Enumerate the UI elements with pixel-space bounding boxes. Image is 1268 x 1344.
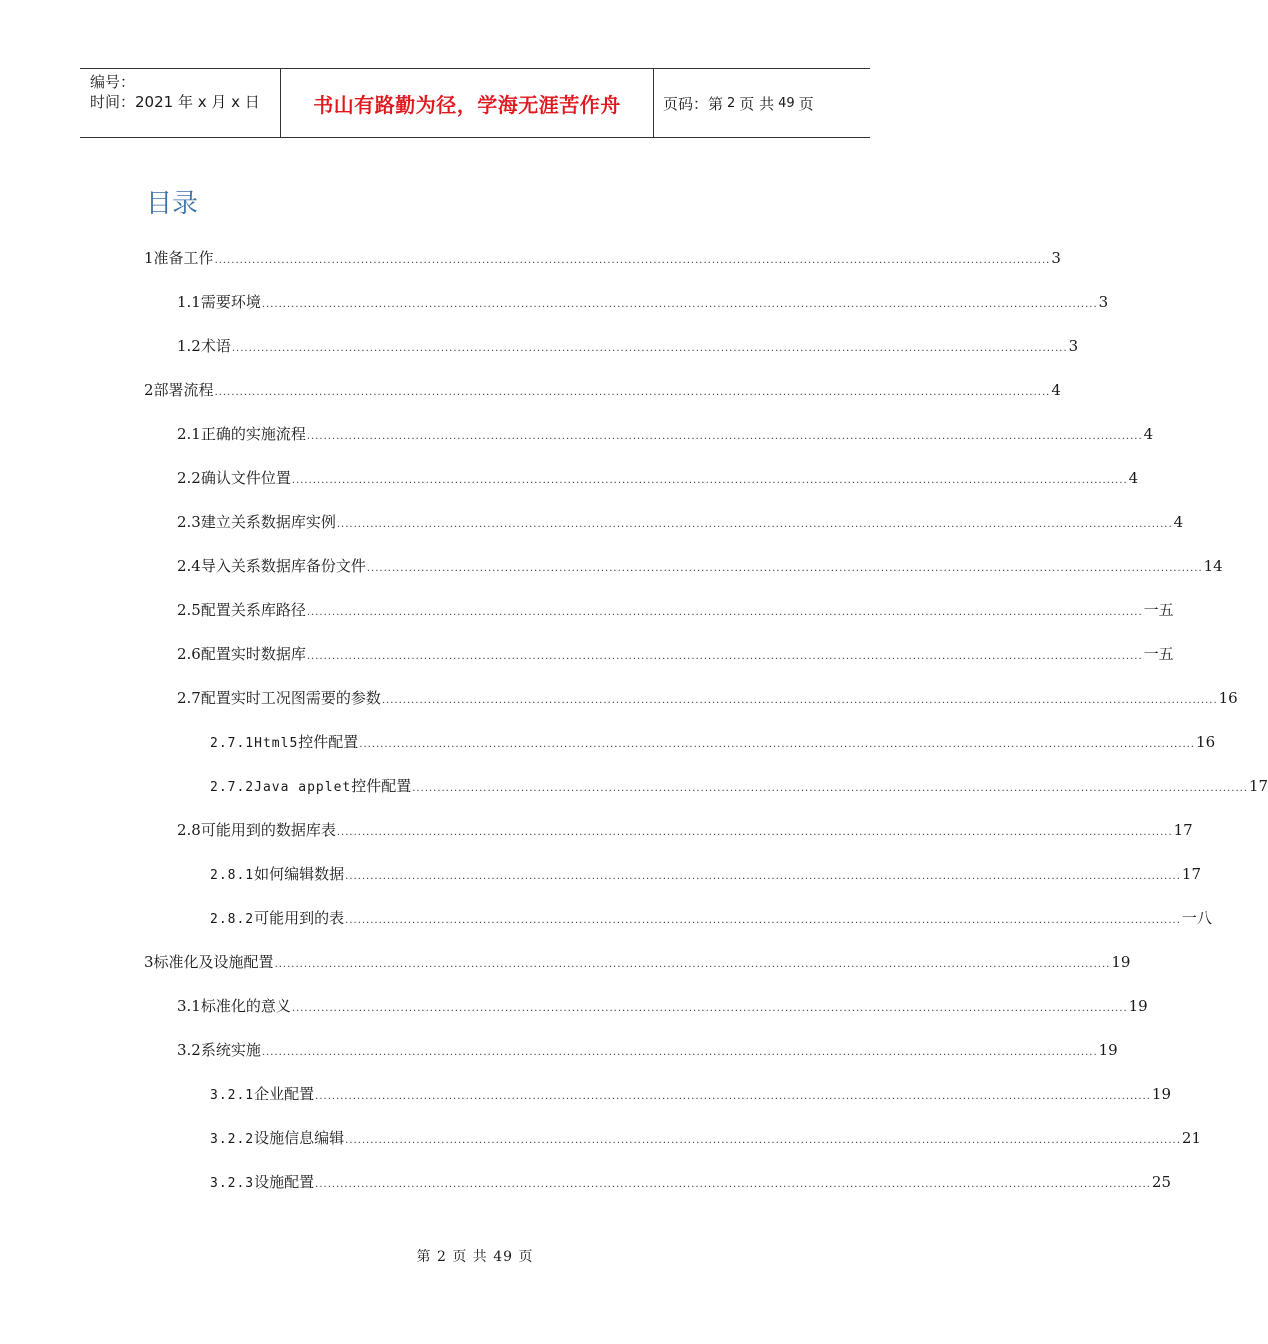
toc-entry-label bbox=[254, 1127, 344, 1148]
toc-entry[interactable] bbox=[144, 379, 1061, 401]
toc-entry-label-text: 可能用到的数据库表 bbox=[200, 821, 336, 839]
toc-leader-dots: ........................................................................................................................................................................................................ bbox=[359, 739, 1196, 750]
toc-entry-page: 4 bbox=[1128, 469, 1139, 487]
header-meta bbox=[80, 69, 281, 137]
toc-entry-label bbox=[201, 1039, 261, 1060]
toc-entry[interactable] bbox=[177, 291, 1109, 313]
footer-mid: 页 共 bbox=[452, 1249, 488, 1265]
toc-leader-dots: ........................................................................................................................................................................................................ bbox=[381, 695, 1218, 706]
toc-entry[interactable] bbox=[177, 599, 1174, 621]
toc-entry-label-text: 术语 bbox=[200, 337, 231, 355]
toc-entry-label bbox=[201, 511, 336, 532]
toc-leader-dots: ........................................................................................................................................................................................................ bbox=[306, 607, 1143, 618]
toc-leader-dots: ........................................................................................................................................................................................................ bbox=[261, 1047, 1098, 1058]
toc-entry-page: 21 bbox=[1181, 1129, 1201, 1147]
toc-leader-dots: ........................................................................................................................................................................................................ bbox=[306, 651, 1143, 662]
toc-entry-number: 3.2.3 bbox=[210, 1176, 255, 1191]
toc-entry-label bbox=[254, 1171, 314, 1192]
toc-entry-label-latin: Html5 bbox=[254, 736, 299, 751]
toc-entry[interactable] bbox=[177, 467, 1139, 489]
toc-entry[interactable] bbox=[210, 1127, 1201, 1149]
toc-entry-page: 一五 bbox=[1143, 601, 1174, 619]
toc-leader-dots: ........................................................................................................................................................................................................ bbox=[345, 871, 1181, 882]
footer-current: 2 bbox=[436, 1249, 447, 1265]
toc-entry-label-text: 正确的实施流程 bbox=[200, 425, 306, 443]
toc-entry-label-text: 设施信息编辑 bbox=[254, 1129, 345, 1147]
toc-entry-page: 16 bbox=[1196, 733, 1216, 751]
toc-entry-number: 2.7 bbox=[177, 689, 201, 707]
header-page-total: 49 bbox=[778, 95, 795, 111]
toc-entry-page: 14 bbox=[1203, 557, 1223, 575]
toc-entry[interactable] bbox=[177, 423, 1154, 445]
toc-entry-number: 1 bbox=[144, 249, 154, 267]
toc-entry-label bbox=[201, 291, 261, 312]
toc-leader-dots: ........................................................................................................................................................................................................ bbox=[315, 1091, 1151, 1102]
header-page-prefix: 页码：第 bbox=[663, 94, 724, 113]
toc-title: 目录 bbox=[146, 189, 199, 219]
toc-entry-number: 1.1 bbox=[177, 293, 201, 311]
toc-entry-number: 2.8.2 bbox=[210, 912, 255, 927]
toc-entry-label bbox=[201, 423, 306, 444]
toc-entry-label-text: 如何编辑数据 bbox=[254, 865, 345, 883]
toc-entry-label-text: 控件配置 bbox=[298, 733, 359, 751]
toc-leader-dots: ........................................................................................................................................................................................................ bbox=[274, 959, 1111, 970]
toc-entry-number: 3.2 bbox=[177, 1041, 201, 1059]
toc-leader-dots: ........................................................................................................................................................................................................ bbox=[291, 1003, 1128, 1014]
toc-entry-page: 一八 bbox=[1181, 909, 1212, 927]
toc-entry-number: 2.8.1 bbox=[210, 868, 255, 883]
toc-entry-label bbox=[154, 951, 274, 972]
toc-entry-number: 2.3 bbox=[177, 513, 201, 531]
toc-entry-label-text: 系统实施 bbox=[200, 1041, 261, 1059]
toc-entry-number: 2.7.2 bbox=[210, 780, 255, 795]
toc-entry-label-text: 设施配置 bbox=[254, 1173, 315, 1191]
toc-entry-label-text: 建立关系数据库实例 bbox=[200, 513, 336, 531]
toc-entry-number: 2.8 bbox=[177, 821, 201, 839]
toc-entry-label bbox=[254, 863, 344, 884]
toc-entry-number: 1.2 bbox=[177, 337, 201, 355]
toc-entry[interactable] bbox=[177, 687, 1238, 709]
toc-entry[interactable] bbox=[177, 555, 1223, 577]
toc-entry-number: 2.2 bbox=[177, 469, 201, 487]
toc-entry-page: 17 bbox=[1249, 777, 1268, 795]
toc-leader-dots: ........................................................................................................................................................................................................ bbox=[345, 1135, 1181, 1146]
toc-entry-label bbox=[201, 467, 291, 488]
toc-leader-dots: ........................................................................................................................................................................................................ bbox=[231, 343, 1068, 354]
toc-entry-label-text: 标准化及设施配置 bbox=[153, 953, 274, 971]
toc-leader-dots: ........................................................................................................................................................................................................ bbox=[306, 431, 1143, 442]
header-date: 时间：2021 年 x 月 x 日 bbox=[90, 93, 260, 111]
toc-leader-dots: ........................................................................................................................................................................................................ bbox=[336, 519, 1173, 530]
toc-entry-page: 19 bbox=[1128, 997, 1148, 1015]
toc-entry-page: 16 bbox=[1218, 689, 1238, 707]
header-page-mid: 页 共 bbox=[739, 94, 775, 113]
header-number-label: 编号： bbox=[90, 73, 136, 91]
toc-entry-label-text: 配置实时数据库 bbox=[200, 645, 306, 663]
toc-entry-number: 3.2.1 bbox=[210, 1088, 255, 1103]
toc-entry-number: 3.1 bbox=[177, 997, 201, 1015]
toc-entry-page: 3 bbox=[1051, 249, 1061, 267]
toc-entry-label bbox=[201, 643, 306, 664]
toc-leader-dots: ........................................................................................................................................................................................................ bbox=[261, 299, 1098, 310]
header-motto: 书山有路勤为径，学海无涯苦作舟 bbox=[281, 69, 654, 137]
toc-leader-dots: ........................................................................................................................................................................................................ bbox=[291, 475, 1128, 486]
toc-entry-label bbox=[201, 687, 381, 708]
toc-entry[interactable] bbox=[210, 863, 1201, 885]
toc-entry[interactable] bbox=[177, 819, 1193, 841]
toc-leader-dots: ........................................................................................................................................................................................................ bbox=[336, 827, 1173, 838]
toc-entry-label-text: 配置关系库路径 bbox=[200, 601, 306, 619]
toc-leader-dots: ........................................................................................................................................................................................................ bbox=[366, 563, 1203, 574]
toc-entry[interactable] bbox=[210, 731, 1216, 753]
toc-entry[interactable] bbox=[210, 907, 1212, 929]
toc-entry[interactable] bbox=[177, 643, 1174, 665]
toc-entry-number: 2 bbox=[144, 381, 154, 399]
toc-entry-label bbox=[154, 247, 214, 268]
toc-entry-label-text: 导入关系数据库备份文件 bbox=[200, 557, 366, 575]
toc-entry-label bbox=[201, 335, 231, 356]
toc-leader-dots: ........................................................................................................................................................................................................ bbox=[345, 915, 1181, 926]
footer-prefix: 第 bbox=[416, 1249, 432, 1265]
footer-total: 49 bbox=[493, 1249, 514, 1265]
toc-entry-label bbox=[254, 775, 411, 796]
toc-entry-page: 17 bbox=[1173, 821, 1193, 839]
toc-entry-label-text: 配置实时工况图需要的参数 bbox=[200, 689, 381, 707]
toc-entry[interactable] bbox=[177, 511, 1184, 533]
toc-entry[interactable] bbox=[177, 335, 1079, 357]
header-page-info bbox=[654, 69, 870, 137]
toc-entry-page: 3 bbox=[1098, 293, 1109, 311]
page-footer bbox=[0, 1246, 950, 1266]
toc-entry-label-text: 控件配置 bbox=[351, 777, 412, 795]
toc-entry-label bbox=[154, 379, 214, 400]
toc-entry-page: 17 bbox=[1181, 865, 1201, 883]
toc-entry-page: 19 bbox=[1098, 1041, 1118, 1059]
toc-entry-label bbox=[201, 995, 291, 1016]
footer-suffix: 页 bbox=[518, 1249, 534, 1265]
toc-entry-label-text: 部署流程 bbox=[153, 381, 214, 399]
header-page-current: 2 bbox=[727, 95, 736, 111]
toc-entry-page: 19 bbox=[1151, 1085, 1171, 1103]
toc-entry-label-text: 标准化的意义 bbox=[200, 997, 291, 1015]
toc-entry-label-text: 准备工作 bbox=[153, 249, 214, 267]
toc-entry-number: 2.4 bbox=[177, 557, 201, 575]
toc-entry-label-latin: Java applet bbox=[254, 780, 352, 795]
toc-entry-label-text: 企业配置 bbox=[254, 1085, 315, 1103]
toc-entry-label bbox=[201, 819, 336, 840]
toc-entry-number: 2.1 bbox=[177, 425, 201, 443]
toc-entry-number: 2.6 bbox=[177, 645, 201, 663]
toc-entry[interactable] bbox=[210, 1171, 1171, 1193]
toc-entry-number: 3 bbox=[144, 953, 154, 971]
toc-entry-label-text: 确认文件位置 bbox=[200, 469, 291, 487]
toc-entry-label bbox=[254, 731, 358, 752]
toc-entry[interactable] bbox=[210, 1083, 1171, 1105]
toc-entry[interactable] bbox=[177, 1039, 1118, 1061]
toc-entry-page: 4 bbox=[1143, 425, 1154, 443]
toc-leader-dots: ........................................................................................................................................................................................................ bbox=[214, 387, 1051, 398]
toc-entry-page: 4 bbox=[1173, 513, 1184, 531]
toc-entry[interactable] bbox=[144, 951, 1131, 973]
page-header bbox=[80, 68, 870, 138]
toc-entry[interactable] bbox=[210, 775, 1268, 797]
toc-entry-page: 3 bbox=[1068, 337, 1079, 355]
toc-entry-label-text: 需要环境 bbox=[200, 293, 261, 311]
toc-entry-label bbox=[201, 555, 366, 576]
toc-entry-label bbox=[254, 907, 344, 928]
toc-entry-label bbox=[254, 1083, 314, 1104]
toc-entry-page: 25 bbox=[1151, 1173, 1171, 1191]
toc-leader-dots: ........................................................................................................................................................................................................ bbox=[412, 783, 1248, 794]
toc-entry-page: 一五 bbox=[1143, 645, 1174, 663]
toc-entry-number: 2.7.1 bbox=[210, 736, 255, 751]
toc-entry-label bbox=[201, 599, 306, 620]
toc-leader-dots: ........................................................................................................................................................................................................ bbox=[214, 255, 1051, 266]
toc-entry-number: 3.2.2 bbox=[210, 1132, 255, 1147]
toc-entry-number: 2.5 bbox=[177, 601, 201, 619]
toc-leader-dots: ........................................................................................................................................................................................................ bbox=[315, 1179, 1151, 1190]
header-page-suffix: 页 bbox=[798, 94, 814, 113]
toc-entry-page: 4 bbox=[1051, 381, 1061, 399]
toc-entry-label-text: 可能用到的表 bbox=[254, 909, 345, 927]
toc-entry-page: 19 bbox=[1111, 953, 1131, 971]
toc-entry[interactable] bbox=[144, 247, 1061, 269]
toc-entry[interactable] bbox=[177, 995, 1148, 1017]
